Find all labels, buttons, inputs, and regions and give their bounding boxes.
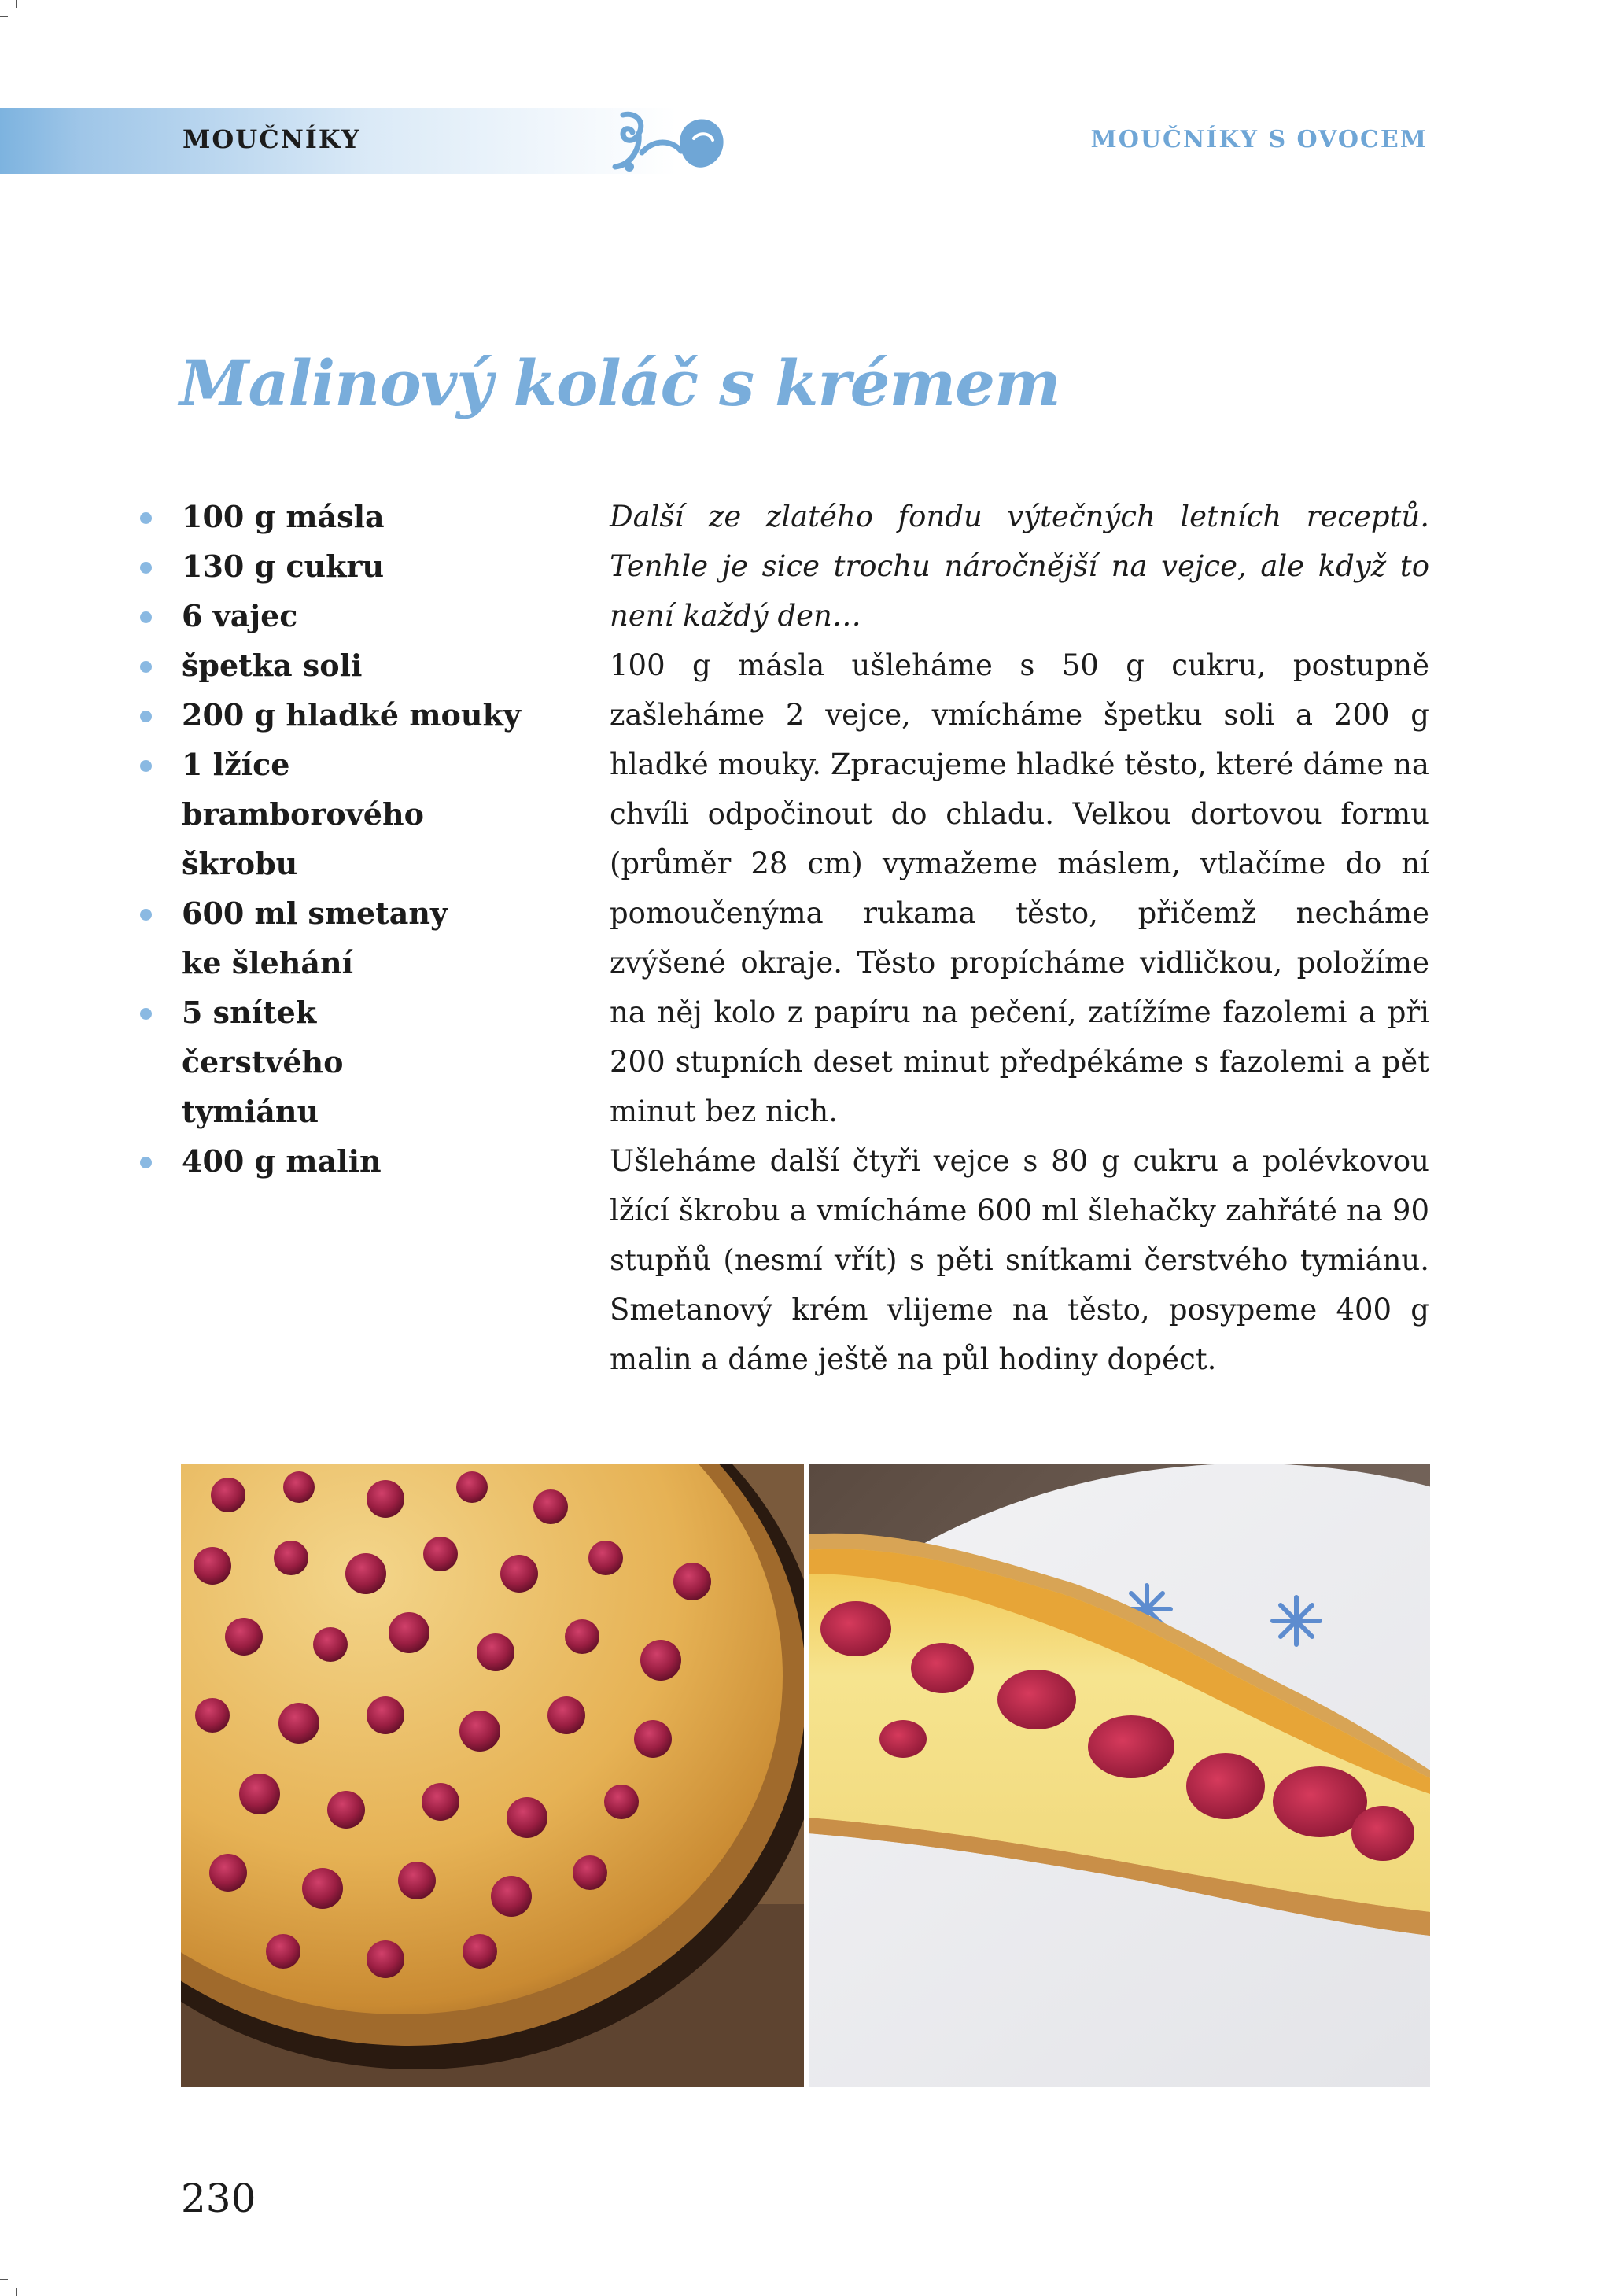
ingredient-text: 5 snítek čerstvého tymiánu	[182, 995, 344, 1129]
ingredient-text: 100 g másla	[182, 499, 385, 534]
whole-raspberry-tart-photo	[181, 1464, 804, 2087]
crop-mark	[16, 2288, 17, 2296]
swirl-ornament-icon	[606, 104, 732, 179]
list-item	[140, 640, 549, 690]
tart-slice-on-plate-photo	[809, 1464, 1430, 2087]
bullet-icon	[140, 661, 152, 673]
recipe-intro: Další ze zlatého fondu výtečných letních receptů. Tenhle je sice trochu náročnější na vejce, ale když to není každý den…	[610, 500, 1429, 633]
bullet-icon	[140, 1008, 152, 1020]
crop-mark	[16, 0, 17, 8]
crop-mark	[0, 16, 8, 17]
list-item	[140, 888, 449, 987]
tart-illustration	[181, 1464, 804, 2087]
page-number: 230	[181, 2176, 256, 2221]
list-item	[140, 740, 488, 888]
crop-mark	[0, 2279, 8, 2280]
list-item	[140, 690, 549, 740]
ingredient-list	[140, 492, 549, 1186]
ingredient-text: špetka soli	[182, 648, 363, 683]
bullet-icon	[140, 611, 152, 623]
ingredient-text: 600 ml smetany ke šlehání	[182, 895, 448, 980]
list-item	[140, 492, 549, 541]
ingredient-text: 400 g malin	[182, 1143, 382, 1179]
section-label: MOUČNÍKY	[182, 124, 361, 154]
bullet-icon	[140, 711, 152, 722]
slice-illustration	[809, 1464, 1430, 2087]
ingredient-text: 1 lžíce bramborového škrobu	[182, 747, 424, 881]
recipe-method	[610, 492, 1429, 1384]
bullet-icon	[140, 562, 152, 574]
bullet-icon	[140, 512, 152, 524]
recipe-title: Malinový koláč s krémem	[179, 346, 1060, 420]
bullet-icon	[140, 760, 152, 772]
list-item	[140, 987, 473, 1136]
ingredient-text: 130 g cukru	[182, 548, 385, 584]
bullet-icon	[140, 909, 152, 921]
method-paragraph: 100 g másla ušleháme s 50 g cukru, postupně zašleháme 2 vejce, vmícháme špetku soli a 200 g hladké mouky. Zpracujeme hladké těsto, které dáme na chvíli odpočinout do chladu. Velkou dortovou formu (průměr 28 cm) vymažeme máslem, vtlačíme do ní pomoučenýma rukama těsto, přičemž necháme zvýšené okraje. Těsto propícháme vidličkou, položíme na něj kolo z papíru na pečení, zatížíme fazolemi a při 200 stupních deset minut předpékáme s fazolemi a pět minut bez nich.	[610, 648, 1429, 1128]
method-paragraph: Ušleháme další čtyři vejce s 80 g cukru a polévkovou lžící škrobu a vmícháme 600 ml šlehačky zahřáté na 90 stupňů (nesmí vřít) s pěti snítkami čerstvého tymiánu. Smetanový krém vlijeme na těsto, posypeme 400 g malin a dáme ještě na půl hodiny dopéct.	[610, 1144, 1429, 1376]
ingredient-text: 200 g hladké mouky	[182, 697, 521, 733]
ingredient-text: 6 vajec	[182, 598, 298, 633]
list-item	[140, 541, 549, 591]
section-subtitle: MOUČNÍKY S OVOCEM	[1090, 126, 1428, 153]
list-item	[140, 591, 549, 640]
bullet-icon	[140, 1157, 152, 1168]
list-item	[140, 1136, 549, 1186]
